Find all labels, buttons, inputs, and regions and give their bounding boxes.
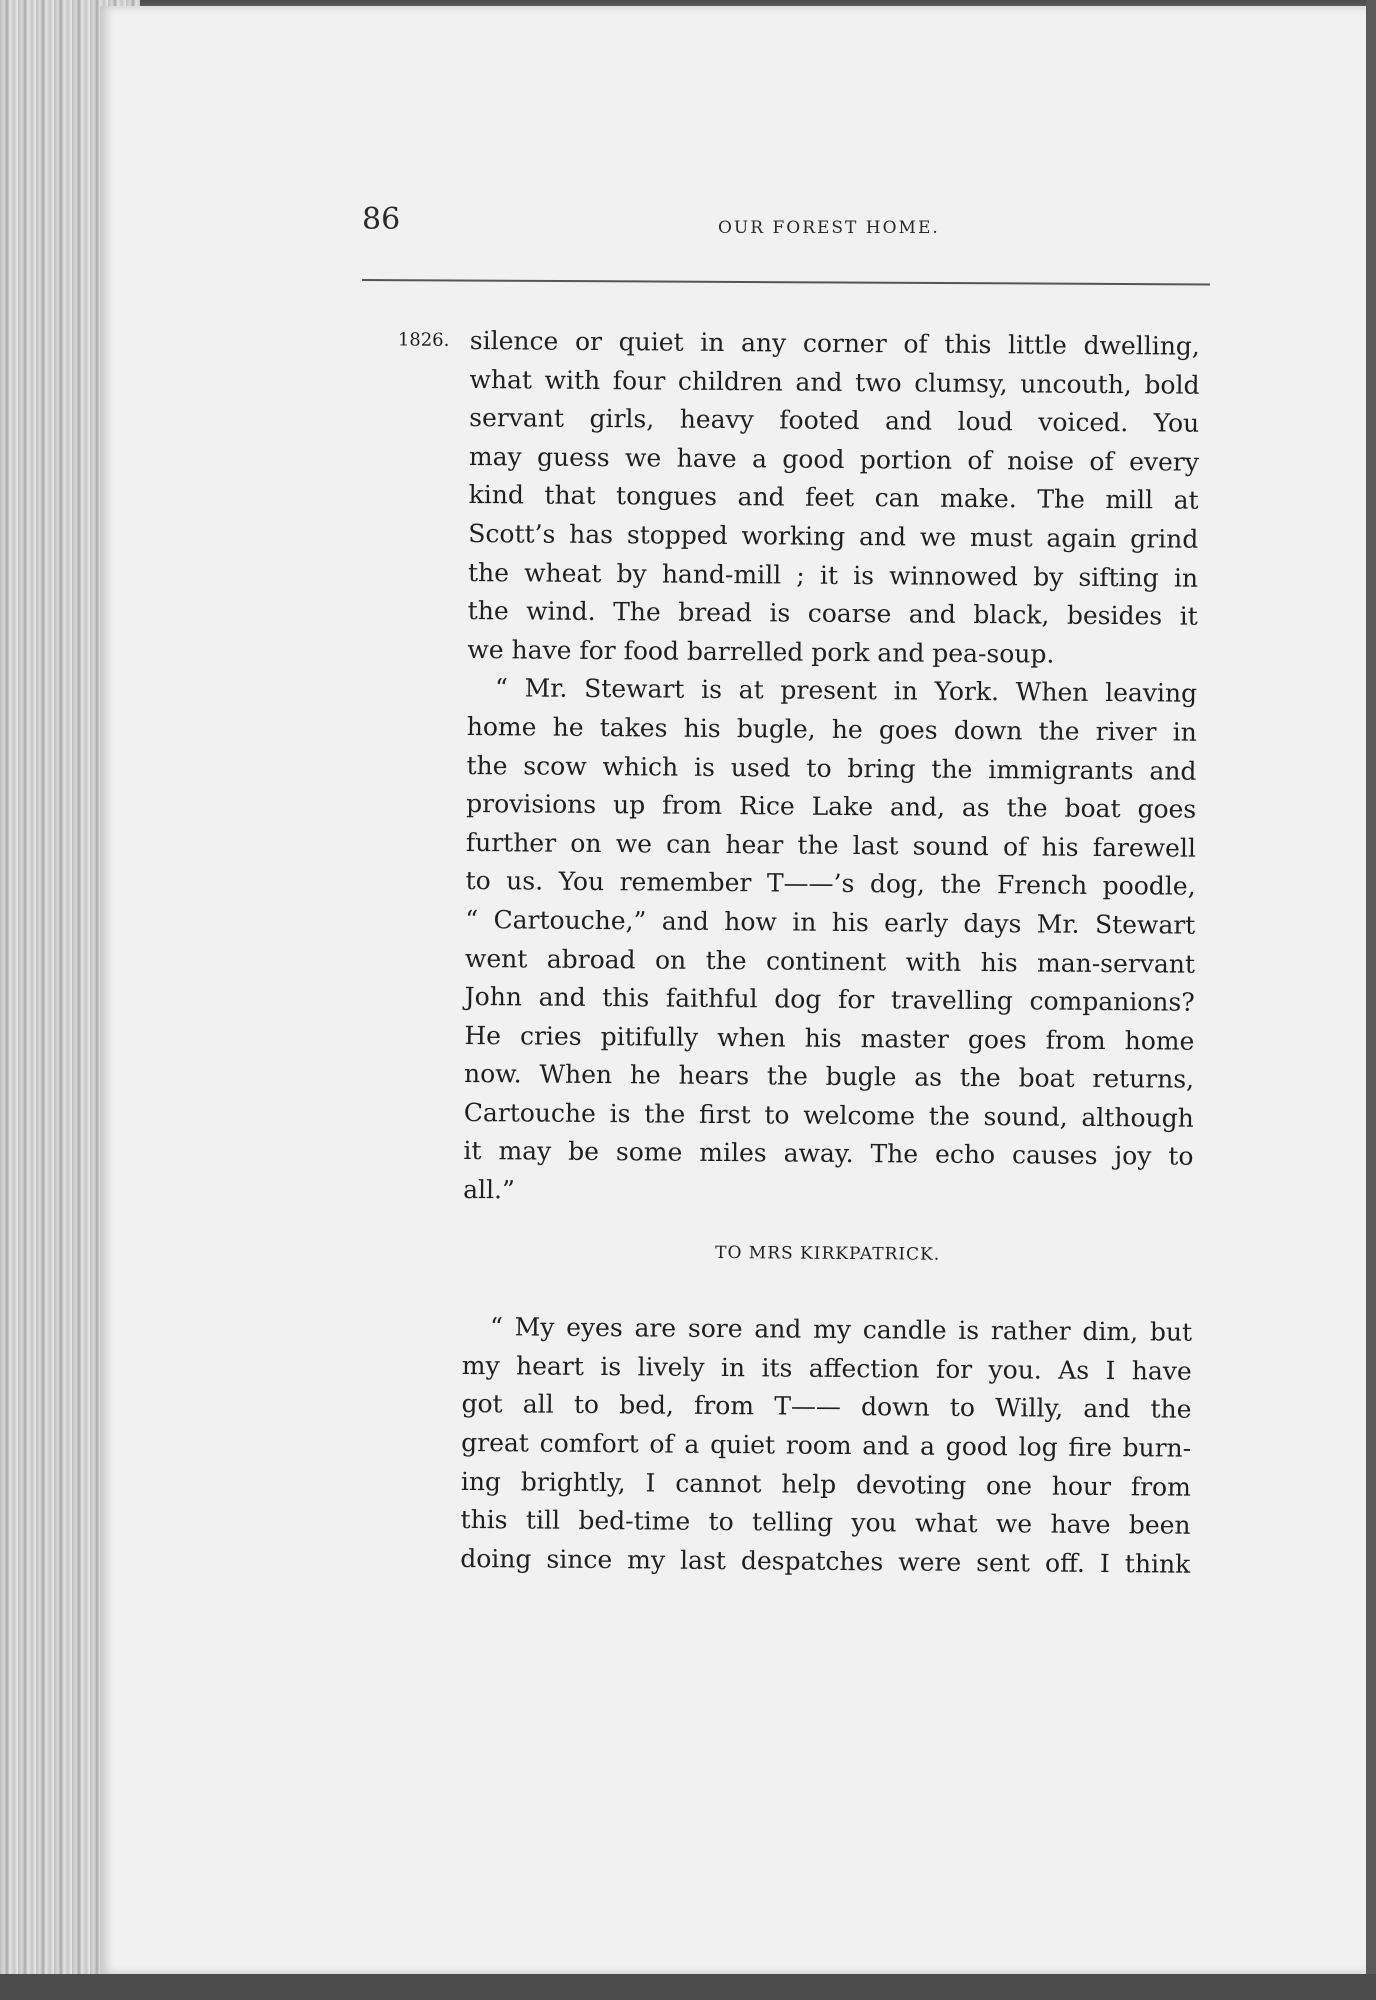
text-line: Scott’s has stopped working and we must again grind xyxy=(468,518,1199,554)
text-line: my heart is lively in its affection for you. As I have xyxy=(461,1350,1192,1386)
running-title: OUR FOREST HOME. xyxy=(718,218,940,238)
body-text xyxy=(397,322,1200,1584)
text-line: provisions up from Rice Lake and, as the boat goes xyxy=(466,789,1197,824)
text-line: went abroad on the continent with his man-servant xyxy=(464,943,1196,979)
text-line: great comfort of a quiet room and a good log fire burn- xyxy=(461,1427,1192,1463)
section-heading: TO MRS KIRKPATRICK. xyxy=(715,1242,941,1265)
text-line: kind that tongues and feet can make. The mill at xyxy=(468,480,1199,516)
text-line: He cries pitifully when his master goes from home xyxy=(464,1020,1195,1056)
text-line: silence or quiet in any corner of this little dwelling, xyxy=(469,325,1200,361)
text-line: the scow which is used to bring the immigrants and xyxy=(466,750,1197,786)
text-line: all.” xyxy=(463,1175,515,1205)
text-line: we have for food barrelled pork and pea-soup. xyxy=(467,634,1055,669)
text-line: the wheat by hand-mill ; it is winnowed by sifting in xyxy=(467,557,1199,593)
text-line: it may be some miles away. The echo causes joy to xyxy=(463,1136,1194,1172)
text-line: John and this faithful dog for travelling companions? xyxy=(464,982,1195,1017)
paragraph-2 xyxy=(463,669,1197,1215)
text-line: “ Mr. Stewart is at present in York. When leaving xyxy=(495,673,1198,709)
scan-bottom-border xyxy=(0,1974,1376,2000)
text-line: Cartouche is the first to welcome the sound, although xyxy=(463,1097,1194,1133)
text-line: the wind. The bread is coarse and black, besides it xyxy=(467,596,1198,631)
text-line: what with four children and two clumsy, uncouth, bold xyxy=(469,364,1200,400)
running-head xyxy=(362,190,1214,250)
text-line: this till bed-time to telling you what we have been xyxy=(460,1505,1191,1540)
text-line: further on we can hear the last sound of his farewell xyxy=(465,827,1197,863)
text-line: ing brightly, I cannot help devoting one hour from xyxy=(460,1466,1191,1502)
text-line: servant girls, heavy footed and loud voiced. You xyxy=(469,403,1200,438)
text-line: may guess we have a good portion of noise of every xyxy=(468,441,1200,477)
scan-right-border xyxy=(1366,0,1376,2000)
paragraph-1 xyxy=(467,322,1200,675)
page-number: 86 xyxy=(362,202,401,237)
margin-year: 1826. xyxy=(397,329,450,351)
text-line: got all to bed, from T—— down to Willy, and the xyxy=(461,1389,1192,1425)
text-line: home he takes his bugle, he goes down the river in xyxy=(466,711,1197,747)
text-line: now. When he hears the bugle as the boat returns, xyxy=(463,1059,1195,1094)
text-line: “ Cartouche,” and how in his early days Mr. Stewart xyxy=(465,904,1196,940)
text-line: to us. You remember T——’s dog, the French poodle, xyxy=(465,866,1196,902)
letter-paragraph xyxy=(460,1308,1192,1584)
text-line: doing since my last despatches were sent off. I think xyxy=(460,1543,1191,1579)
text-line: “ My eyes are sore and my candle is rather dim, but xyxy=(489,1312,1193,1347)
